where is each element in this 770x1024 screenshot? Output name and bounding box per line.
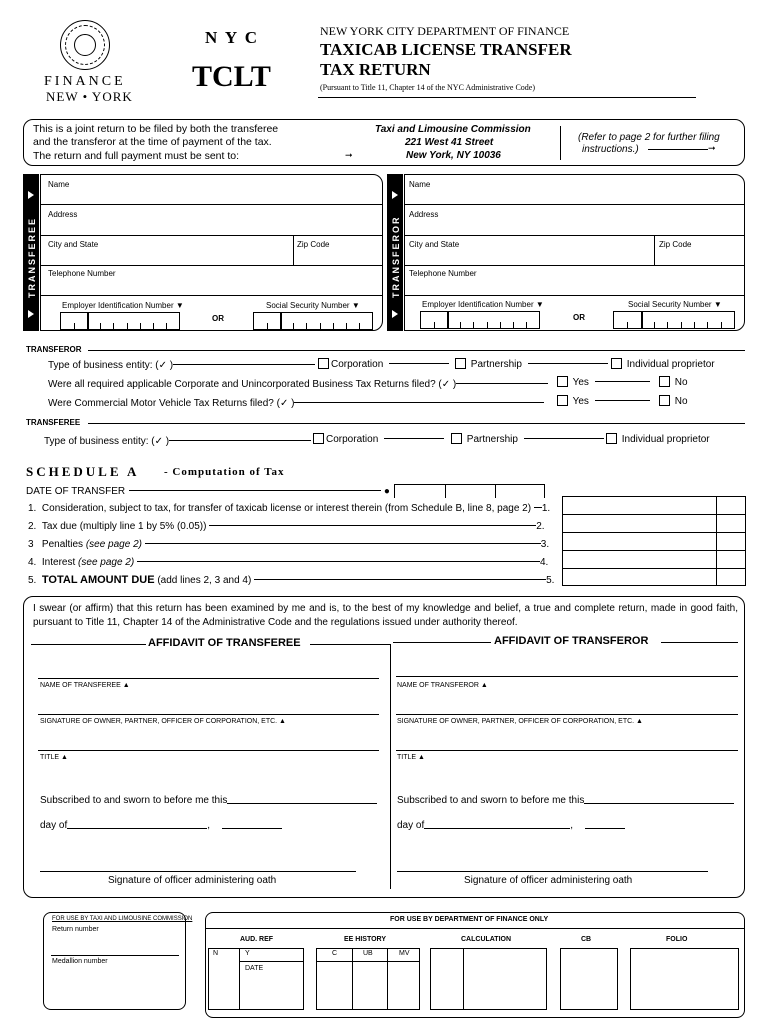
aud-ref-field[interactable]: N Y DATE bbox=[208, 948, 304, 1010]
digit-separator bbox=[293, 323, 294, 329]
transferor-ein-field[interactable] bbox=[420, 311, 540, 329]
transferee-zip-label: Zip Code bbox=[297, 240, 330, 249]
transferee-tab-label: TRANSFEREE bbox=[27, 216, 37, 298]
transferor-or: OR bbox=[573, 313, 585, 322]
nyc-label: N Y C bbox=[205, 28, 260, 47]
calculation-field[interactable] bbox=[430, 948, 547, 1010]
pursuant-note: (Pursuant to Title 11, Chapter 14 of the NYC Administrative Code) bbox=[320, 83, 536, 92]
transferor-corporation-checkbox[interactable] bbox=[318, 358, 329, 369]
digit-separator bbox=[641, 312, 643, 328]
transferee-ein-field[interactable] bbox=[60, 312, 180, 330]
digit-separator bbox=[694, 322, 695, 328]
digit-separator bbox=[500, 322, 501, 328]
transferee-partnership-label: Partnership bbox=[466, 434, 518, 445]
transferor-ssn-label: Social Security Number ▼ bbox=[628, 300, 722, 309]
transferor-city-label: City and State bbox=[409, 240, 460, 249]
transferee-phone-label: Telephone Number bbox=[48, 269, 116, 278]
tlc-address-1: Taxi and Limousine Commission bbox=[375, 124, 531, 135]
form-title-2: TAX RETURN bbox=[320, 60, 431, 79]
transferee-title-label: TITLE ▲ bbox=[40, 754, 68, 761]
new-york-label: NEW • YORK bbox=[46, 89, 133, 104]
calculation-label: CALCULATION bbox=[461, 936, 512, 943]
digit-separator bbox=[74, 323, 75, 329]
transferee-individual-checkbox[interactable] bbox=[606, 433, 617, 444]
aud-ref-label: AUD. REF bbox=[240, 936, 274, 943]
intro-line1: This is a joint return to be filed by both the transferee bbox=[33, 123, 279, 135]
schedule-line-4: 4. Interest (see page 2) 4. bbox=[28, 557, 549, 568]
digit-separator bbox=[434, 322, 435, 328]
schedule-a-subtitle: - Computation of Tax bbox=[164, 466, 285, 478]
date-of-transfer-label: DATE OF TRANSFER bbox=[26, 486, 126, 497]
intro-line2: and the transferor at the time of payment of the tax. bbox=[33, 136, 272, 148]
name-of-transferee-label: NAME OF TRANSFEREE ▲ bbox=[40, 682, 130, 689]
folio-label: FOLIO bbox=[666, 936, 688, 943]
digit-separator bbox=[359, 323, 360, 329]
digit-separator bbox=[320, 323, 321, 329]
name-of-transferor-label: NAME OF TRANSFEROR ▲ bbox=[397, 682, 488, 689]
digit-separator bbox=[654, 322, 655, 328]
transferee-corporation-label: Corporation bbox=[326, 434, 379, 445]
medallion-number-label: Medallion number bbox=[52, 958, 108, 965]
digit-separator bbox=[460, 322, 461, 328]
transferor-phone-label: Telephone Number bbox=[409, 269, 477, 278]
digit-separator bbox=[707, 322, 708, 328]
transferor-partnership-checkbox[interactable] bbox=[455, 358, 466, 369]
transferee-subscribed: Subscribed to and sworn to before me this bbox=[40, 795, 228, 806]
digit-separator bbox=[667, 322, 668, 328]
returns-yes-checkbox[interactable] bbox=[557, 376, 568, 387]
digit-separator bbox=[267, 323, 268, 329]
transferee-partnership-checkbox[interactable] bbox=[451, 433, 462, 444]
schedule-line-3: 3 Penalties (see page 2) 3. bbox=[28, 539, 550, 550]
digit-separator bbox=[447, 312, 449, 328]
date-of-transfer-field[interactable] bbox=[394, 484, 545, 498]
digit-separator bbox=[681, 322, 682, 328]
arrow-icon: ➞ bbox=[708, 143, 716, 153]
transferee-city-label: City and State bbox=[48, 240, 99, 249]
transferee-ssn-field[interactable] bbox=[253, 312, 373, 330]
transferee-signature-label: SIGNATURE OF OWNER, PARTNER, OFFICER OF CORPORATION, ETC. ▲ bbox=[40, 718, 286, 725]
schedule-line-1: 1. Consideration, subject to tax, for transfer of taxicab license or interest therein (from Schedule B, line 8, page 2) 1. bbox=[28, 503, 551, 514]
digit-separator bbox=[721, 322, 722, 328]
schedule-a-title: SCHEDULE A bbox=[26, 464, 140, 479]
digit-separator bbox=[100, 323, 101, 329]
transferor-address-label: Address bbox=[409, 210, 439, 219]
affidavit-transferor-head: AFFIDAVIT OF TRANSFEROR bbox=[494, 635, 649, 647]
intro-line3: The return and full payment must be sent to: bbox=[33, 150, 240, 162]
returns-yes-label: Yes bbox=[572, 377, 589, 388]
transferee-type-q: Type of business entity: (✓ ) bbox=[44, 436, 170, 447]
transferee-section-head: TRANSFEREE bbox=[26, 418, 81, 427]
transferee-officer-signature: Signature of officer administering oath bbox=[108, 875, 277, 886]
transferor-officer-signature: Signature of officer administering oath bbox=[464, 875, 633, 886]
schedule-line-5: 5. TOTAL AMOUNT DUE (add lines 2, 3 and 4) 5. bbox=[28, 574, 555, 586]
cb-label: CB bbox=[581, 936, 592, 943]
return-number-label: Return number bbox=[52, 926, 99, 933]
cmv-no-label: No bbox=[674, 396, 688, 407]
transferor-name-label: Name bbox=[409, 180, 431, 189]
affidavit-transferee-head: AFFIDAVIT OF TRANSFEREE bbox=[148, 637, 301, 649]
ee-history-label: EE HISTORY bbox=[344, 936, 387, 943]
cmv-yes-checkbox[interactable] bbox=[557, 395, 568, 406]
transferor-type-q: Type of business entity: (✓ ) bbox=[48, 360, 174, 371]
refer-note-2: instructions.) bbox=[582, 144, 639, 155]
transferee-individual-label: Individual proprietor bbox=[621, 434, 710, 445]
finance-label: FINANCE bbox=[44, 74, 126, 89]
digit-separator bbox=[526, 322, 527, 328]
digit-separator bbox=[140, 323, 141, 329]
tlc-use-head: FOR USE BY TAXI AND LIMOUSINE COMMISSION bbox=[52, 916, 193, 922]
folio-field[interactable] bbox=[630, 948, 739, 1010]
cmv-yes-label: Yes bbox=[572, 396, 589, 407]
cmv-no-checkbox[interactable] bbox=[659, 395, 670, 406]
transferor-individual-label: Individual proprietor bbox=[626, 359, 715, 370]
nyc-seal bbox=[60, 20, 110, 70]
transferor-partnership-label: Partnership bbox=[470, 359, 522, 370]
transferee-name-label: Name bbox=[48, 180, 70, 189]
tlc-address-3: New York, NY 10036 bbox=[406, 150, 501, 161]
digit-separator bbox=[473, 322, 474, 328]
digit-separator bbox=[627, 322, 628, 328]
transferee-corporation-checkbox[interactable] bbox=[313, 433, 324, 444]
digit-separator bbox=[127, 323, 128, 329]
digit-separator bbox=[513, 322, 514, 328]
form-title-1: TAXICAB LICENSE TRANSFER bbox=[320, 40, 572, 59]
schedule-amount-table bbox=[562, 496, 746, 586]
digit-separator bbox=[153, 323, 154, 329]
transferor-signature-label: SIGNATURE OF OWNER, PARTNER, OFFICER OF CORPORATION, ETC. ▲ bbox=[397, 718, 643, 725]
transferee-ssn-label: Social Security Number ▼ bbox=[266, 301, 360, 310]
digit-separator bbox=[87, 313, 89, 329]
digit-separator bbox=[280, 313, 282, 329]
digit-separator bbox=[487, 322, 488, 328]
digit-separator bbox=[333, 323, 334, 329]
form-code: TCLT bbox=[192, 60, 271, 93]
dof-use-head: FOR USE BY DEPARTMENT OF FINANCE ONLY bbox=[390, 916, 549, 923]
transferee-address-label: Address bbox=[48, 210, 78, 219]
schedule-line-2: 2. Tax due (multiply line 1 by 5% (0.05)) 2. bbox=[28, 521, 545, 532]
tlc-address-2: 221 West 41 Street bbox=[405, 137, 494, 148]
swear-statement: I swear (or affirm) that this return has been examined by me and is, to the best of my knowledge and belief, a true and complete return, made in good faith, pursuant to Title 11, Chapter 14 of the Administrative Code and the regulations issued under authority thereof. bbox=[33, 603, 738, 628]
returns-no-checkbox[interactable] bbox=[659, 376, 670, 387]
transferor-cmv-q: Were Commercial Motor Vehicle Tax Returns filed? (✓ ) bbox=[48, 398, 295, 409]
transferor-zip-label: Zip Code bbox=[659, 240, 692, 249]
digit-separator bbox=[306, 323, 307, 329]
cb-field[interactable] bbox=[560, 948, 618, 1010]
transferor-returns-q: Were all required applicable Corporate and Unincorporated Business Tax Returns filed? (✓ ) bbox=[48, 379, 457, 390]
transferor-subscribed: Subscribed to and sworn to before me this bbox=[397, 795, 585, 806]
department-name: NEW YORK CITY DEPARTMENT OF FINANCE bbox=[320, 24, 570, 38]
transferor-day-of: day of bbox=[397, 820, 425, 831]
transferee-day-of: day of bbox=[40, 820, 68, 831]
ee-history-field[interactable]: C UB MV bbox=[316, 948, 420, 1010]
transferor-ein-label: Employer Identification Number ▼ bbox=[422, 300, 544, 309]
digit-separator bbox=[113, 323, 114, 329]
transferee-or: OR bbox=[212, 314, 224, 323]
transferor-title-label: TITLE ▲ bbox=[397, 754, 425, 761]
digit-separator bbox=[166, 323, 167, 329]
arrow-icon: ➞ bbox=[345, 150, 353, 160]
transferor-ssn-field[interactable] bbox=[613, 311, 735, 329]
returns-no-label: No bbox=[674, 377, 688, 388]
transferor-tab-label: TRANSFEROR bbox=[391, 215, 401, 298]
transferor-individual-checkbox[interactable] bbox=[611, 358, 622, 369]
digit-separator bbox=[346, 323, 347, 329]
transferee-ein-label: Employer Identification Number ▼ bbox=[62, 301, 184, 310]
transferor-corporation-label: Corporation bbox=[331, 359, 384, 370]
transferor-section-head: TRANSFEROR bbox=[26, 345, 82, 354]
refer-note-1: (Refer to page 2 for further filing bbox=[578, 132, 720, 143]
